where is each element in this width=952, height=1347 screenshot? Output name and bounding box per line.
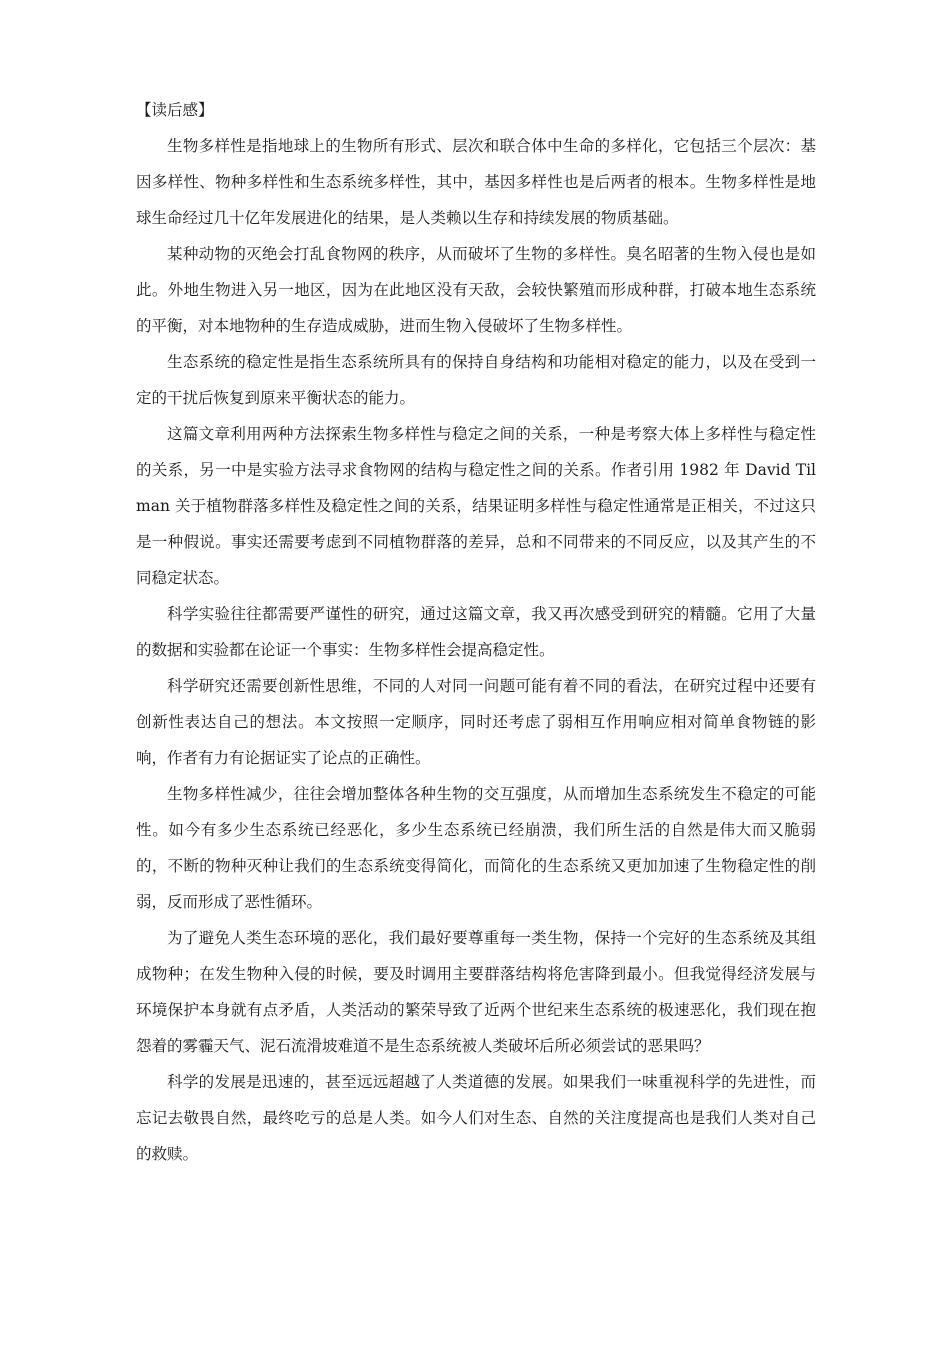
paragraph-6: 科学研究还需要创新性思维，不同的人对同一问题可能有着不同的看法，在研究过程中还要有创新性表达自己的想法。本文按照一定顺序，同时还考虑了弱相互作用响应相对简单食物链的影响，作者有力有论据证实了论点的正确性。 [136, 677, 816, 767]
paragraph-7: 生物多样性减少，往往会增加整体各种生物的交互强度，从而增加生态系统发生不稳定的可能性。如今有多少生态系统已经恶化，多少生态系统已经崩溃，我们所生活的自然是伟大而又脆弱的，不断的物种灭种让我们的生态系统变得简化，而简化的生态系统又更加加速了生物稳定性的削弱，反而形成了恶性循环。 [136, 785, 816, 911]
paragraph-5: 科学实验往往都需要严谨性的研究，通过这篇文章，我又再次感受到研究的精髓。它用了大量的数据和实验都在论证一个事实：生物多样性会提高稳定性。 [136, 605, 816, 659]
paragraph-8: 为了避免人类生态环境的恶化，我们最好要尊重每一类生物，保持一个完好的生态系统及其组成物种；在发生物种入侵的时候，要及时调用主要群落结构将危害降到最小。但我觉得经济发展与环境保护本身就有点矛盾，人类活动的繁荣导致了近两个世纪来生态系统的极速恶化，我们现在抱怨着的雾霾天气、泥石流滑坡难道不是生态系统被人类破坏后所必须尝试的恶果吗？ [136, 929, 816, 1055]
paragraph-4: 这篇文章利用两种方法探索生物多样性与稳定之间的关系，一种是考察大体上多样性与稳定性的关系，另一中是实验方法寻求食物网的结构与稳定性之间的关系。作者引用 1982 年 David Tilman 关于植物群落多样性及稳定性之间的关系，结果证明多样性与稳定性通常是正相关，不过这只是一种假说。事实还需要考虑到不同植物群落的差异，总和不同带来的不同反应，以及其产生的不同稳定状态。 [136, 425, 816, 587]
paragraph-1: 生物多样性是指地球上的生物所有形式、层次和联合体中生命的多样化，它包括三个层次：基因多样性、物种多样性和生态系统多样性，其中，基因多样性也是后两者的根本。生物多样性是地球生命经过几十亿年发展进化的结果，是人类赖以生存和持续发展的物质基础。 [136, 137, 816, 227]
document-body [136, 92, 816, 1172]
paragraph-9: 科学的发展是迅速的，甚至远远超越了人类道德的发展。如果我们一味重视科学的先进性，而忘记去敬畏自然，最终吃亏的总是人类。如今人们对生态、自然的关注度提高也是我们人类对自己的救赎。 [136, 1073, 816, 1163]
section-heading: 【读后感】 [136, 101, 214, 119]
paragraph-2: 某种动物的灭绝会打乱食物网的秩序，从而破坏了生物的多样性。臭名昭著的生物入侵也是如此。外地生物进入另一地区，因为在此地区没有天敌，会较快繁殖而形成种群，打破本地生态系统的平衡，对本地物种的生存造成威胁，进而生物入侵破坏了生物多样性。 [136, 245, 816, 335]
paragraph-3: 生态系统的稳定性是指生态系统所具有的保持自身结构和功能相对稳定的能力，以及在受到一定的干扰后恢复到原来平衡状态的能力。 [136, 353, 816, 407]
